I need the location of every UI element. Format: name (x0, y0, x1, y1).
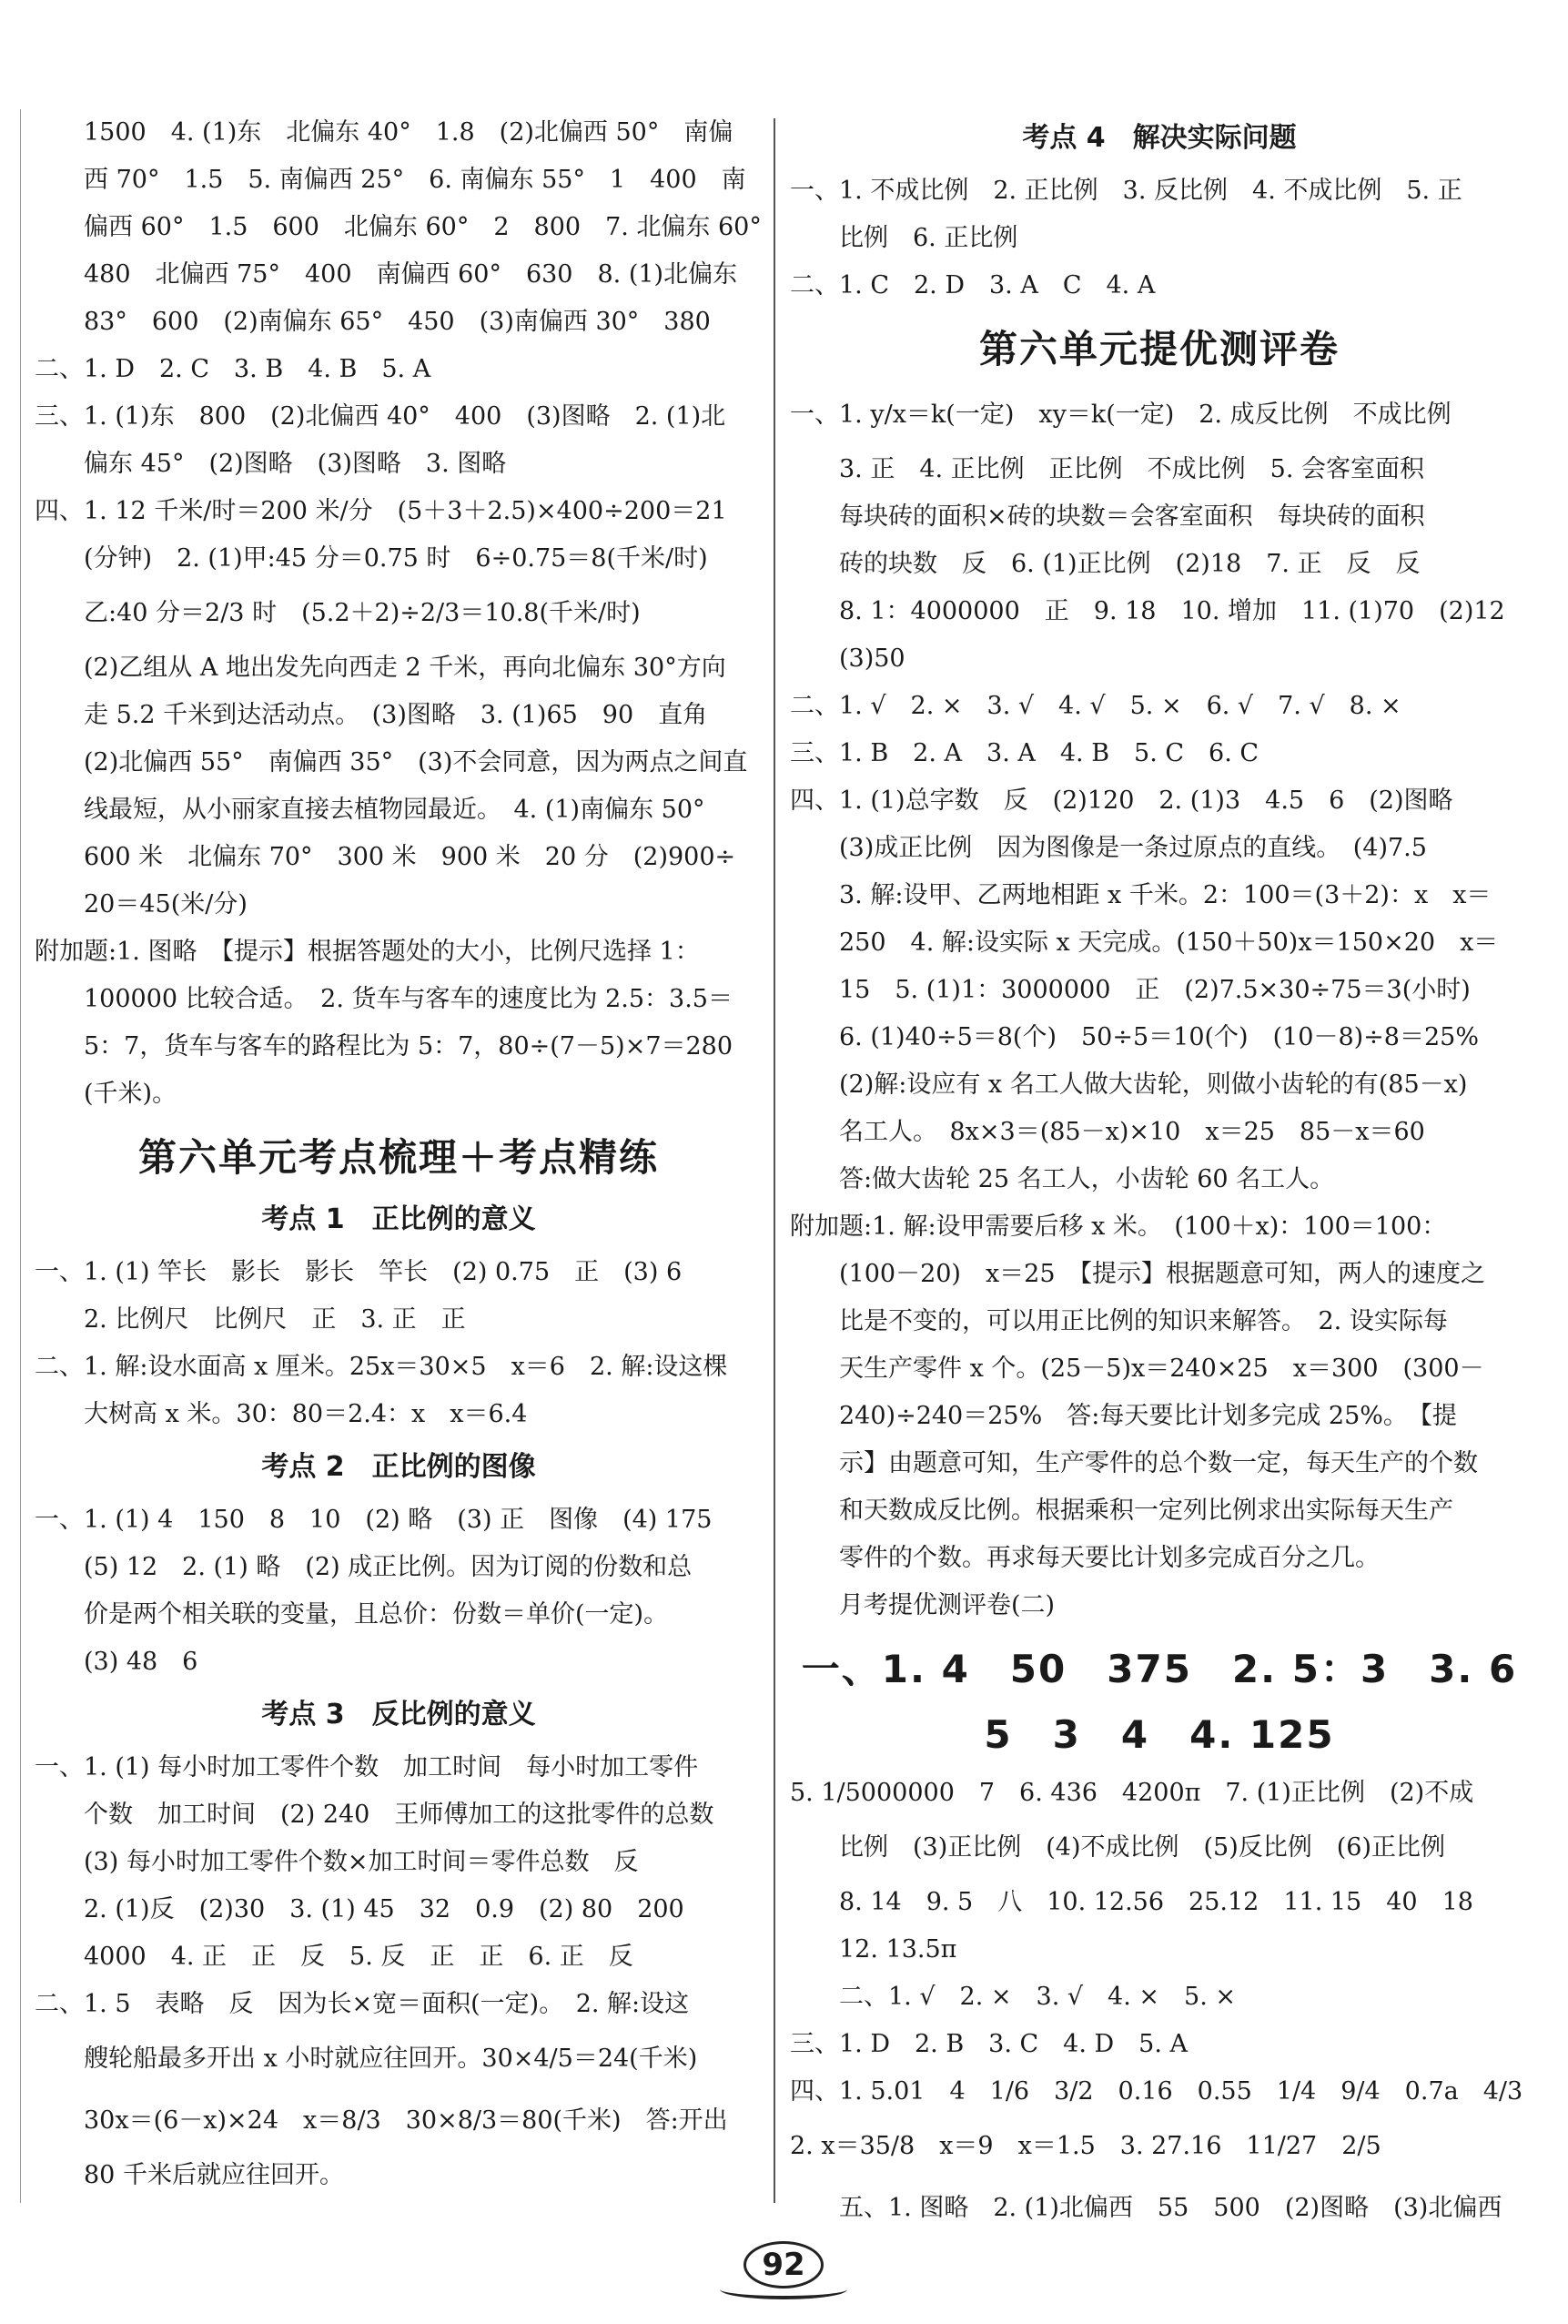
text-line: 零件的个数。再求每天要比计划多完成百分之几。 (839, 1544, 1380, 1572)
section-title: 第六单元考点梳理＋考点精练 (137, 1135, 659, 1180)
column-divider (774, 118, 775, 2203)
text-line: 6. (1)40÷5＝8(个) 50÷5＝10(个) (10－8)÷8＝25% (839, 1023, 1479, 1051)
text-line: 附加题:1. 解:设甲需要后移 x 米。 (100＋x)：100＝100： (790, 1213, 1447, 1241)
text-line: (2)解:设应有 x 名工人做大齿轮，则做小齿轮的有(85－x) (839, 1071, 1468, 1099)
text-line: 83° 600 (2)南偏东 65° 450 (3)南偏西 30° 380 (84, 308, 711, 336)
page-number-text: 92 (762, 2247, 805, 2283)
text-line: 4000 4. 正 正 反 5. 反 正 正 6. 正 反 (84, 1943, 633, 1971)
text-line: 一、1. (1) 4 150 8 10 (2) 略 (3) 正 图像 (4) 175 (35, 1506, 713, 1534)
section-title: 第六单元提优测评卷 (978, 327, 1340, 371)
text-line: 一、1. (1) 每小时加工零件个数 加工时间 每小时加工零件 (35, 1753, 699, 1781)
text-line: 2. (1)反 (2)30 3. (1) 45 32 0.9 (2) 80 200 (84, 1895, 684, 1923)
text-line: 一、1. (1) 竿长 影长 影长 竿长 (2) 0.75 正 (3) 6 (35, 1258, 683, 1286)
left-column (35, 109, 763, 2199)
text-line: 3. 解:设甲、乙两地相距 x 千米。2：100＝(3＋2)：x x＝ (839, 881, 1492, 909)
text-line: 三、1. (1)东 800 (2)北偏西 40° 400 (3)图略 2. (1)北 (35, 402, 726, 431)
text-line: 480 北偏西 75° 400 南偏西 60° 630 8. (1)北偏东 (84, 260, 738, 289)
text-line: 100000 比较合适。 2. 货车与客车的速度比为 2.5：3.5＝ (84, 985, 733, 1013)
text-line: 5. 1/5000000 7 6. 436 4200π 7. (1)正比例 (2)不成 (790, 1779, 1474, 1807)
text-line: 比例 6. 正比例 (839, 224, 1018, 252)
text-line: 大树高 x 米。30：80＝2.4：x x＝6.4 (84, 1400, 528, 1428)
text-line: (3)50 (839, 644, 905, 673)
section-subtitle: 考点 2 正比例的图像 (261, 1451, 536, 1483)
text-line: 1500 4. (1)东 北偏东 40° 1.8 (2)北偏西 50° 南偏 (84, 118, 733, 147)
text-line: (2)乙组从 A 地出发先向西走 2 千米，再向北偏东 30°方向 (84, 654, 726, 682)
text-line: 月考提优测评卷(二) (839, 1591, 1056, 1619)
text-line: (千米)。 (84, 1080, 177, 1108)
text-line: 二、1. D 2. C 3. B 4. B 5. A (35, 355, 431, 383)
text-line: (2)北偏西 55° 南偏西 35° (3)不会同意，因为两点之间直 (84, 748, 748, 776)
text-line: 二、1. 解:设水面高 x 厘米。25x＝30×5 x＝6 2. 解:设这棵 (35, 1353, 728, 1381)
text-line: 240)÷240＝25% 答:每天要比计划多完成 25%。 【提 (839, 1402, 1457, 1430)
text-line: 线最短，从小丽家直接去植物园最近。 4. (1)南偏东 50° (84, 796, 705, 824)
text-line: 价是两个相关联的变量，且总价：份数＝单价(一定)。 (84, 1600, 669, 1629)
text-line: 5：7，货车与客车的路程比为 5：7，80÷(7－5)×7＝280 (84, 1032, 733, 1061)
text-line: 15 5. (1)1：3000000 正 (2)7.5×30÷75＝3(小时) (839, 976, 1471, 1004)
text-line: 答:做大齿轮 25 名工人，小齿轮 60 名工人。 (839, 1165, 1335, 1193)
text-line: 80 千米后就应往回开。 (84, 2161, 344, 2189)
left-margin-rule (20, 109, 21, 2203)
text-line: (5) 12 2. (1) 略 (2) 成正比例。因为订阅的份数和总 (84, 1553, 693, 1581)
text-line: 比是不变的，可以用正比例的知识来解答。 2. 设实际每 (839, 1307, 1448, 1335)
text-line: 8. 1：4000000 正 9. 18 10. 增加 11. (1)70 (2)12 (839, 597, 1505, 625)
text-line: (3) 48 6 (84, 1648, 198, 1676)
text-line: 12. 13.5π (839, 1935, 957, 1964)
text-line: 二、1. 5 表略 反 因为长×宽＝面积(一定)。 2. 解:设这 (35, 1990, 690, 2018)
text-line: 一、1. y/x＝k(一定) xy＝k(一定) 2. 成反比例 不成比例 (790, 401, 1452, 429)
text-line: 三、1. B 2. A 3. A 4. B 5. C 6. C (790, 739, 1259, 767)
text-line: 砖的块数 反 6. (1)正比例 (2)18 7. 正 反 反 (839, 550, 1421, 578)
text-line: 每块砖的面积×砖的块数＝会客室面积 每块砖的面积 (839, 502, 1425, 531)
section-subtitle: 考点 3 反比例的意义 (261, 1699, 536, 1730)
text-line: 西 70° 1.5 5. 南偏西 25° 6. 南偏东 55° 1 400 南 (84, 166, 746, 194)
right-column (790, 109, 1558, 2239)
text-line: 比例 (3)正比例 (4)不成比例 (5)反比例 (6)正比例 (839, 1833, 1445, 1862)
text-line: 250 4. 解:设实际 x 天完成。(150＋50)x＝150×20 x＝ (839, 929, 1499, 957)
text-line: (100－20) x＝25 【提示】根据题意可知，两人的速度之 (839, 1260, 1486, 1288)
text-line: (3)成正比例 因为图像是一条过原点的直线。 (4)7.5 (839, 834, 1427, 862)
text-line: (3) 每小时加工零件个数×加工时间＝零件总数 反 (84, 1848, 639, 1876)
text-line: 示】由题意可知，生产零件的总个数一定，每天生产的个数 (839, 1449, 1478, 1477)
text-line: 偏东 45° (2)图略 (3)图略 3. 图略 (84, 450, 507, 478)
text-line: 艘轮船最多开出 x 小时就应往回开。30×4/5＝24(千米) (84, 2045, 698, 2073)
text-line: 二、1. C 2. D 3. A C 4. A (790, 271, 1156, 299)
text-line: 四、1. 5.01 4 1/6 3/2 0.16 0.55 1/4 9/4 0.7a 4/3 (790, 2077, 1523, 2106)
text-line: 走 5.2 千米到达活动点。 (3)图略 3. (1)65 90 直角 (84, 701, 708, 729)
text-line: 四、1. 12 千米/时＝200 米/分 (5＋3＋2.5)×400÷200＝21 (35, 497, 727, 525)
text-line: 二、1. √ 2. × 3. √ 4. × 5. × (839, 1983, 1236, 2011)
text-line: 一、1. 不成比例 2. 正比例 3. 反比例 4. 不成比例 5. 正 (790, 177, 1462, 205)
text-line: 名工人。 8x×3＝(85－x)×10 x＝25 85－x＝60 (839, 1118, 1425, 1146)
section-subtitle: 考点 4 解决实际问题 (1022, 122, 1297, 154)
section-subtitle: 考点 1 正比例的意义 (261, 1203, 536, 1235)
text-line: 2. 比例尺 比例尺 正 3. 正 正 (84, 1305, 466, 1334)
text-line: 偏西 60° 1.5 600 北偏东 60° 2 800 7. 北偏东 60° (84, 213, 762, 241)
section-title: 一、1. 4 50 375 2. 5：3 3. 6 5 3 4 4. 125 (801, 1647, 1558, 1757)
text-line: (分钟) 2. (1)甲:45 分＝0.75 时 6÷0.75＝8(千米/时) (84, 544, 708, 573)
text-line: 乙:40 分＝2/3 时 (5.2＋2)÷2/3＝10.8(千米/时) (84, 599, 641, 627)
text-line: 3. 正 4. 正比例 正比例 不成比例 5. 会客室面积 (839, 455, 1425, 483)
text-line: 和天数成反比例。根据乘积一定列比例求出实际每天生产 (839, 1497, 1453, 1525)
text-line: 二、1. √ 2. × 3. √ 4. √ 5. × 6. √ 7. √ 8. × (790, 692, 1401, 720)
text-line: 四、1. (1)总字数 反 (2)120 2. (1)3 4.5 6 (2)图略 (790, 787, 1453, 815)
text-line: 8. 14 9. 5 八 10. 12.56 25.12 11. 15 40 18 (839, 1888, 1473, 1916)
text-line: 30x＝(6－x)×24 x＝8/3 30×8/3＝80(千米) 答:开出 (84, 2106, 728, 2135)
text-line: 五、1. 图略 2. (1)北偏西 55 500 (2)图略 (3)北偏西 (839, 2194, 1502, 2222)
text-line: 个数 加工时间 (2) 240 王师傅加工的这批零件的总数 (84, 1801, 714, 1829)
page-number (738, 2238, 829, 2292)
text-line: 600 米 北偏东 70° 300 米 900 米 20 分 (2)900÷ (84, 843, 736, 871)
text-line: 三、1. D 2. B 3. C 4. D 5. A (790, 2030, 1189, 2058)
text-line: 天生产零件 x 个。(25－5)x＝240×25 x＝300 (300－ (839, 1355, 1484, 1383)
text-line: 2. x＝35/8 x＝9 x＝1.5 3. 27.16 11/27 2/5 (790, 2132, 1381, 2160)
text-line: 附加题:1. 图略 【提示】根据答题处的大小，比例尺选择 1： (35, 938, 700, 966)
text-line: 20＝45(米/分) (84, 890, 248, 918)
